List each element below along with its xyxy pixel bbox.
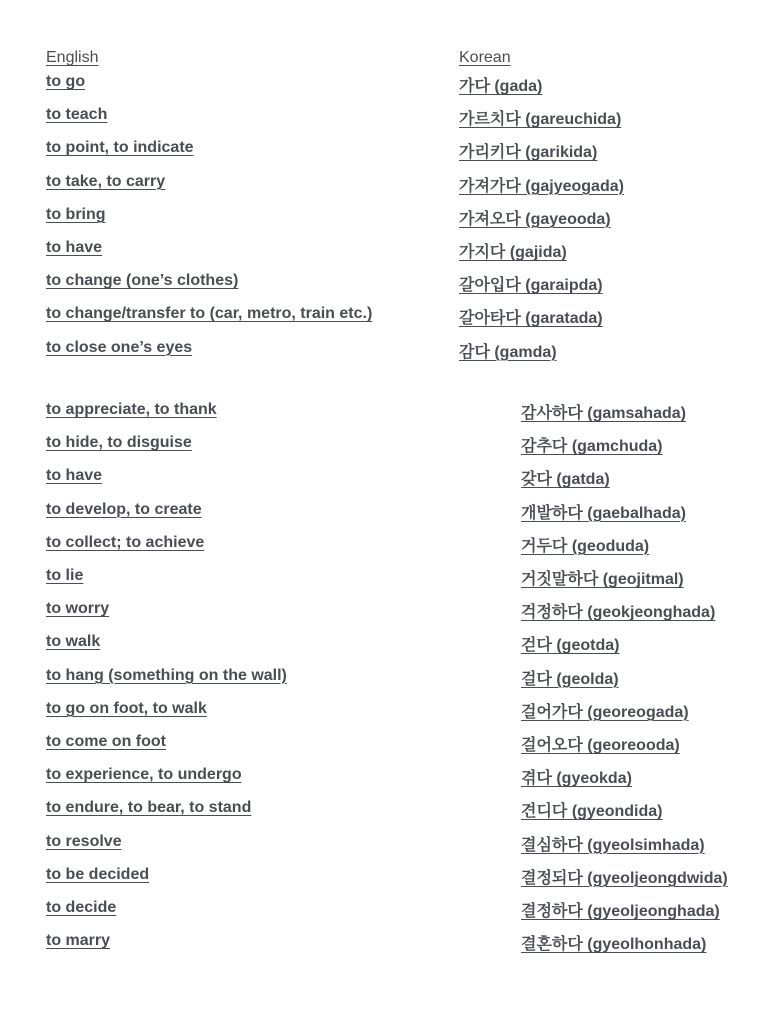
- korean-verb-link[interactable]: 가져오다 (gayeooda): [459, 210, 611, 228]
- english-verb-link[interactable]: to bring: [46, 205, 106, 223]
- english-verb-link[interactable]: to appreciate, to thank: [46, 401, 217, 418]
- korean-verb-link[interactable]: 겪다 (gyeokda): [521, 770, 632, 788]
- english-verb-link[interactable]: to develop, to create: [46, 500, 202, 518]
- korean-verb-link[interactable]: 가지다 (gajida): [459, 244, 567, 261]
- english-verb-link[interactable]: to change (one’s clothes): [46, 272, 239, 290]
- english-verb-link[interactable]: to collect; to achieve: [46, 533, 205, 551]
- english-verb-link[interactable]: to decide: [46, 899, 117, 916]
- korean-verb-link[interactable]: 견디다 (gyeondida): [521, 803, 663, 821]
- english-verb-link[interactable]: to hang (something on the wall): [46, 666, 287, 684]
- korean-verb-link[interactable]: 걷다 (geotda): [521, 637, 620, 655]
- korean-verb-link[interactable]: 가리키다 (garikida): [459, 144, 598, 162]
- english-verb-link[interactable]: to close one’s eyes: [46, 338, 193, 356]
- english-verb-link[interactable]: to lie: [46, 567, 84, 584]
- korean-verb-link[interactable]: 거두다 (geoduda): [521, 537, 650, 555]
- english-column-header: English: [46, 49, 99, 66]
- korean-verb-link[interactable]: 거짓말하다 (geojitmal): [521, 571, 684, 588]
- english-verb-link[interactable]: to endure, to bear, to stand: [46, 799, 252, 817]
- english-verb-link[interactable]: to go: [46, 73, 86, 90]
- english-verb-link[interactable]: to take, to carry: [46, 172, 166, 190]
- korean-verb-link[interactable]: 감다 (gamda): [459, 343, 557, 361]
- korean-column-header: Korean: [459, 49, 511, 66]
- english-verb-link[interactable]: to hide, to disguise: [46, 434, 192, 452]
- korean-verb-link[interactable]: 갈아타다 (garatada): [459, 310, 603, 328]
- english-verb-link[interactable]: to have: [46, 467, 103, 485]
- english-verb-link[interactable]: to change/transfer to (car, metro, train etc.): [46, 305, 373, 323]
- english-verb-link[interactable]: to teach: [46, 106, 108, 124]
- korean-verb-link[interactable]: 걸다 (geolda): [521, 670, 619, 688]
- english-verb-link[interactable]: to point, to indicate: [46, 139, 194, 157]
- korean-verb-link[interactable]: 가져가다 (gajyeogada): [459, 177, 624, 195]
- korean-verb-link[interactable]: 가르치다 (gareuchida): [459, 111, 622, 129]
- english-verb-link[interactable]: to marry: [46, 932, 111, 950]
- korean-verb-link[interactable]: 걸어오다 (georeooda): [521, 737, 680, 754]
- korean-verb-link[interactable]: 결정하다 (gyeoljeonghada): [521, 903, 720, 920]
- korean-verb-link[interactable]: 결정되다 (gyeoljeongdwida): [521, 869, 728, 887]
- korean-verb-link[interactable]: 걱정하다 (geokjeonghada): [521, 604, 716, 622]
- korean-verb-link[interactable]: 결심하다 (gyeolsimhada): [521, 836, 705, 854]
- korean-verb-link[interactable]: 감사하다 (gamsahada): [521, 405, 686, 422]
- english-verb-link[interactable]: to have: [46, 239, 103, 256]
- korean-verb-link[interactable]: 가다 (gada): [459, 78, 543, 95]
- english-verb-link[interactable]: to worry: [46, 600, 110, 618]
- english-verb-link[interactable]: to come on foot: [46, 733, 166, 750]
- english-verb-link[interactable]: to go on foot, to walk: [46, 699, 207, 717]
- korean-verb-link[interactable]: 결혼하다 (gyeolhonhada): [521, 936, 707, 954]
- korean-verb-link[interactable]: 걸어가다 (georeogada): [521, 703, 689, 721]
- korean-verb-link[interactable]: 갖다 (gatda): [521, 471, 610, 489]
- english-verb-link[interactable]: to walk: [46, 633, 101, 651]
- english-verb-link[interactable]: to experience, to undergo: [46, 766, 242, 784]
- korean-verb-link[interactable]: 갈아입다 (garaipda): [459, 277, 603, 295]
- korean-verb-link[interactable]: 감추다 (gamchuda): [521, 438, 663, 456]
- english-verb-link[interactable]: to resolve: [46, 832, 122, 850]
- korean-verb-link[interactable]: 개발하다 (gaebalhada): [521, 504, 686, 522]
- english-verb-link[interactable]: to be decided: [46, 865, 150, 883]
